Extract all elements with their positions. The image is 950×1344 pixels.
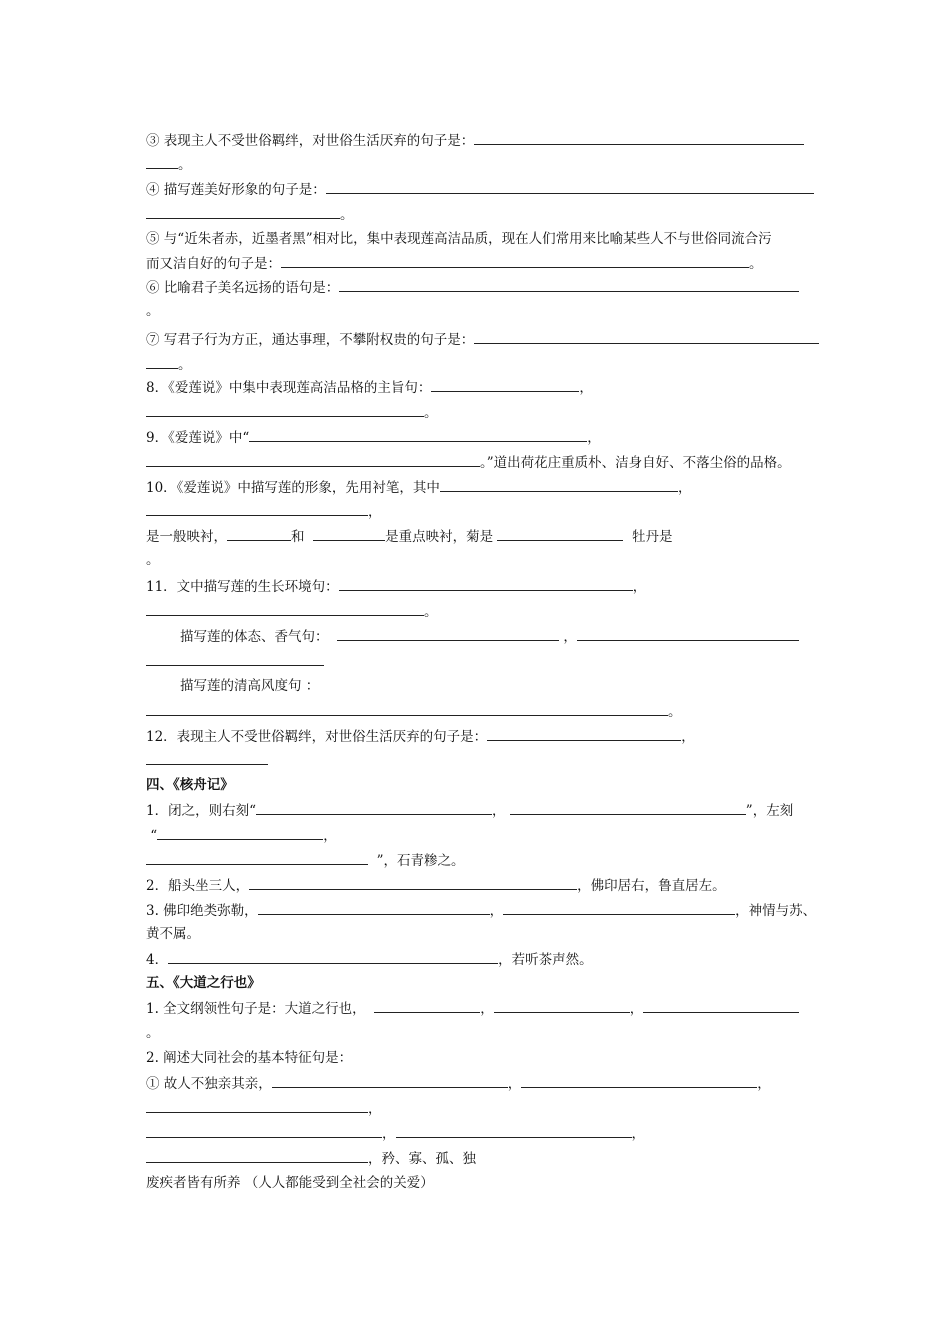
sec4-q1-line3: ”，石青糁之。 <box>146 851 465 870</box>
q11-sub1-line2 <box>146 652 324 671</box>
sec5-q2-1-line4: ，矜、寡、孤、独 <box>146 1149 476 1168</box>
answer-blank[interactable] <box>227 527 291 541</box>
answer-blank[interactable] <box>337 627 559 641</box>
answer-blank[interactable] <box>146 205 340 219</box>
answer-blank[interactable] <box>474 330 819 344</box>
sec5-q2: 2. 阐述大同社会的基本特征句是： <box>146 1050 353 1066</box>
answer-blank[interactable] <box>146 652 324 666</box>
sec5-q1-line2: 。 <box>146 1025 160 1041</box>
sec5-q2-1-line5: 废疾者皆有所养 （人人都能受到全社会的关爱） <box>146 1175 434 1191</box>
q5-line2: 而又洁自好的句子是： 。 <box>146 256 763 272</box>
answer-blank[interactable] <box>249 876 577 890</box>
sec4-q3-line1: 3. 佛印绝类弥勒， ， ，神情与苏、 <box>146 903 817 919</box>
q10-line2: ， <box>146 502 382 521</box>
answer-blank[interactable] <box>146 355 178 369</box>
answer-blank[interactable] <box>313 527 385 541</box>
q8-line2: 。 <box>146 403 438 422</box>
q6-line2: 。 <box>146 303 160 319</box>
answer-blank[interactable] <box>146 602 424 616</box>
answer-blank[interactable] <box>256 801 492 815</box>
answer-blank[interactable] <box>474 131 804 145</box>
answer-blank[interactable] <box>146 751 268 765</box>
answer-blank[interactable] <box>146 1099 368 1113</box>
answer-blank[interactable] <box>497 527 623 541</box>
answer-blank[interactable] <box>146 155 178 169</box>
sec5-q2-1-line2: ， <box>146 1099 382 1118</box>
section-5-title: 五、《大道之行也》 <box>146 975 261 991</box>
q8-line1: 8．《爱莲说》中集中表现莲高洁品格的主旨句： ， <box>146 380 593 396</box>
sec5-q2-1-line3: ， ， <box>146 1124 645 1143</box>
answer-blank[interactable] <box>281 254 749 268</box>
answer-blank[interactable] <box>374 999 480 1013</box>
sec4-q1-line2: “ ， <box>150 828 337 844</box>
section-4-title: 四、《核舟记》 <box>146 777 234 793</box>
answer-blank[interactable] <box>521 1074 757 1088</box>
sec5-q1-line1: 1. 全文纲领性句子是：大道之行也， ， ， <box>146 999 799 1018</box>
answer-blank[interactable] <box>396 1124 632 1138</box>
answer-blank[interactable] <box>157 826 323 840</box>
answer-blank[interactable] <box>146 702 668 716</box>
q10-line1: 10．《爱莲说》中描写莲的形象，先用衬笔，其中 ， <box>146 480 692 496</box>
q12-line2 <box>146 751 268 770</box>
q6-line1: ⑥ 比喻君子美名远扬的语句是： <box>146 278 799 297</box>
answer-blank[interactable] <box>146 1124 382 1138</box>
answer-blank[interactable] <box>431 378 579 392</box>
q11-line2: 。 <box>146 602 438 621</box>
answer-blank[interactable] <box>487 727 681 741</box>
q11-sub2-line1: 描写莲的清高风度句 ： <box>180 678 320 694</box>
answer-blank[interactable] <box>643 999 799 1013</box>
answer-blank[interactable] <box>146 502 368 516</box>
q12-line1: 12．表现主人不受世俗羁绊，对世俗生活厌弃的句子是： ， <box>146 729 695 745</box>
q10-line3: 是一般映衬， 和 是重点映衬，菊是 牡丹是 <box>146 529 673 545</box>
q3-line2: 。 <box>146 155 192 174</box>
answer-blank[interactable] <box>146 403 424 417</box>
answer-blank[interactable] <box>249 428 587 442</box>
answer-blank[interactable] <box>339 577 633 591</box>
answer-blank[interactable] <box>272 1074 508 1088</box>
q11-sub2-line2: 。 <box>146 702 682 721</box>
answer-blank[interactable] <box>146 851 368 865</box>
q11-sub1-line1: 描写莲的体态、香气句： ， <box>180 627 799 646</box>
q4-line1: ④ 描写莲美好形象的句子是： <box>146 180 814 199</box>
sec4-q2: 2．船头坐三人， ，佛印居右，鲁直居左。 <box>146 878 726 894</box>
answer-blank[interactable] <box>339 278 799 292</box>
q11-line1: 11．文中描写莲的生长环境句： ， <box>146 579 647 595</box>
sec5-q2-1-line1: ① 故人不独亲其亲， ， ， <box>146 1076 771 1092</box>
q7-line1: ⑦ 写君子行为方正，通达事理，不攀附权贵的句子是： <box>146 330 819 349</box>
answer-blank[interactable] <box>440 478 678 492</box>
answer-blank[interactable] <box>146 453 480 467</box>
sec4-q4: 4． ，若听茶声然。 <box>146 952 593 968</box>
q9-line1: 9．《爱莲说》中“ ， <box>146 430 601 446</box>
answer-blank[interactable] <box>503 901 735 915</box>
q7-line2: 。 <box>146 355 192 374</box>
q4-line2: 。 <box>146 205 354 224</box>
answer-blank[interactable] <box>494 999 630 1013</box>
sec4-q3-line2: 黄不属。 <box>146 926 200 942</box>
answer-blank[interactable] <box>577 627 799 641</box>
sec4-q1-line1: 1．闭之，则右刻“ ， ”，左刻 <box>146 803 794 819</box>
q10-line4: 。 <box>146 552 160 568</box>
q5-line1: ⑤ 与“近朱者赤，近墨者黑”相对比，集中表现莲高洁品质，现在人们常用来比喻某些人不与世俗同流合污 <box>146 231 772 247</box>
answer-blank[interactable] <box>168 950 498 964</box>
q9-line2: 。”道出荷花庄重质朴、洁身自好、不落尘俗的品格。 <box>146 453 791 472</box>
answer-blank[interactable] <box>146 1149 368 1163</box>
answer-blank[interactable] <box>326 180 814 194</box>
answer-blank[interactable] <box>510 801 746 815</box>
answer-blank[interactable] <box>258 901 490 915</box>
q3-line1: ③ 表现主人不受世俗羁绊，对世俗生活厌弃的句子是： <box>146 131 804 150</box>
